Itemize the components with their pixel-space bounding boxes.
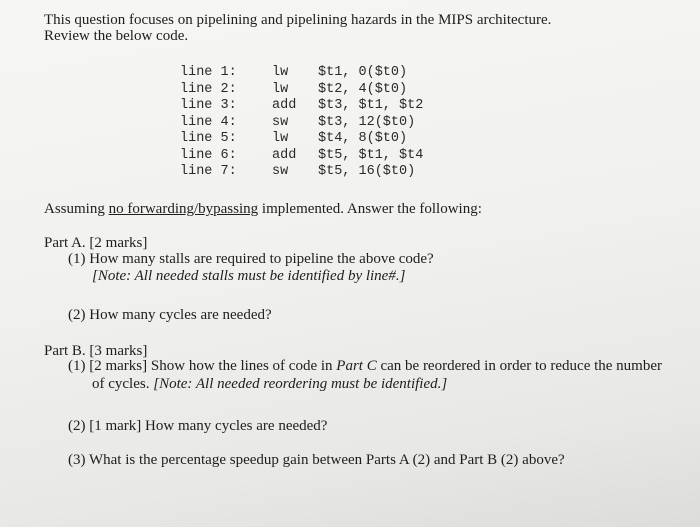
part-b-q1-post: can be reordered in order to reduce the number <box>376 358 662 374</box>
code-opcode: sw <box>272 114 289 130</box>
part-a-question-1: (1) How many stalls are required to pipeline the above code? <box>68 251 434 267</box>
part-b-q1-cont: of cycles. <box>92 376 154 392</box>
part-b-question-1 <box>68 358 662 375</box>
part-b-q1-em: Part C <box>336 358 377 374</box>
part-b-q1-pre: (1) [2 marks] Show how the lines of code in <box>68 358 337 374</box>
code-line <box>180 148 478 165</box>
assumption-statement <box>44 201 482 218</box>
code-opcode: lw <box>272 65 289 80</box>
code-opcode: sw <box>272 164 289 179</box>
assumption-underlined: no forwarding/bypassing <box>108 201 259 217</box>
intro-line-2: Review the below code. <box>44 28 189 44</box>
code-line <box>180 115 478 132</box>
code-line-number: line 3: <box>180 98 237 113</box>
code-line-number: line 5: <box>180 131 237 146</box>
code-operands: $t5, 16($t0) <box>318 164 416 179</box>
code-opcode: add <box>272 147 297 163</box>
code-operands: $t2, 4($t0) <box>318 81 408 97</box>
assumption-prefix: Assuming <box>44 201 109 217</box>
code-line <box>180 65 478 82</box>
mips-code-listing <box>180 65 478 181</box>
code-opcode: add <box>272 98 297 113</box>
code-operands: $t4, 8($t0) <box>318 131 408 146</box>
code-operands: $t5, $t1, $t4 <box>318 147 424 163</box>
code-line-number: line 6: <box>180 147 237 163</box>
part-a-question-2: (2) How many cycles are needed? <box>68 307 272 323</box>
code-opcode: lw <box>272 131 289 146</box>
part-a-question-1-note: [Note: All needed stalls must be identified by line#.] <box>92 268 406 284</box>
part-a-heading: Part A. [2 marks] <box>44 235 148 251</box>
code-operands: $t3, $t1, $t2 <box>318 98 424 113</box>
code-operands: $t3, 12($t0) <box>318 114 416 130</box>
code-line <box>180 164 478 181</box>
code-opcode: lw <box>272 81 289 97</box>
part-b-question-1-continued <box>92 376 447 393</box>
code-line <box>180 98 478 115</box>
code-line-number: line 1: <box>180 65 237 80</box>
part-b-q1-note: [Note: All needed reordering must be identified.] <box>153 376 448 392</box>
code-line <box>180 131 478 148</box>
part-b-question-2: (2) [1 mark] How many cycles are needed? <box>68 418 328 434</box>
code-line-number: line 4: <box>180 114 237 130</box>
intro-line-1: This question focuses on pipelining and pipelining hazards in the MIPS architecture. <box>44 12 552 28</box>
part-b-question-3: (3) What is the percentage speedup gain between Parts A (2) and Part B (2) above? <box>68 452 565 468</box>
part-b-heading: Part B. [3 marks] <box>44 343 148 359</box>
code-line-number: line 2: <box>180 81 237 97</box>
assumption-suffix: implemented. Answer the following: <box>258 201 482 217</box>
code-line <box>180 82 478 99</box>
code-line-number: line 7: <box>180 164 237 179</box>
code-operands: $t1, 0($t0) <box>318 65 408 80</box>
